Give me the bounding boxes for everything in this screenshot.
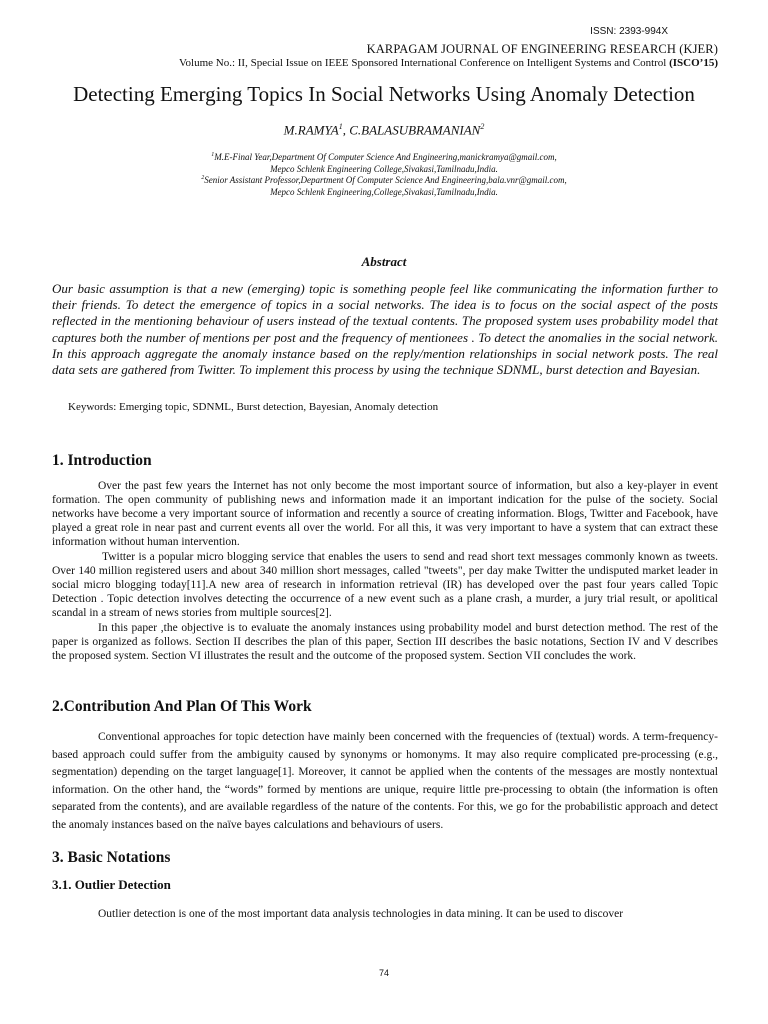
abstract-heading: Abstract [361,254,407,269]
affiliation-2-line-1: $^2$Senior Assistant Professor,Department Of Computer Science And Engineering,bala.vnr@gmail.com, [201,175,567,185]
intro-paragraph-3: In this paper ,the objective is to evaluate the anomaly instances using probability model and burst detection method. The rest of the paper is organized as follows. Section II describes the plan of this paper, Section III describes the basic notations, Section IV and V describes the proposed system. Section VI illustrates the result and the outcome of the proposed system. Section VII concludes the work. [52,622,718,662]
intro-paragraph-2: Twitter is a popular micro blogging service that enables the users to send and read short text messages commonly known as tweets. Over 140 million registered users and about 340 million short messages, called "tweets", per day make Twitter the undisputed market leader in social micro blogging today[11].A new area of research in information retrieval (IR) has developed over the past four years called Topic Detection . Topic detection involves detecting the occurrence of a new event such as a plane crash, a murder, a jury trial result, or apolitical scandal in a stream of news stories from multiple sources[2]. [52,551,718,619]
affiliation-1-line-2: Mepco Schlenk Engineering College,Sivakasi,Tamilnadu,India. [270,163,498,174]
affiliation-2-line-2: Mepco Schlenk Engineering,College,Sivakasi,Tamilnadu,India. [270,186,498,197]
author-2: C.BALASUBRAMANIAN [349,122,481,138]
author-2-sup: 2 [480,122,485,131]
affiliation-2 [0,173,768,198]
affiliation-1-line-1: $^1$M.E-Final Year,Department Of Computer Science And Engineering,manickramya@gmail.com, [211,152,557,162]
volume-text: Volume No.: II, Special Issue on IEEE Sponsored International Conference on Intelligent Systems and Control [178,57,667,69]
volume-line [0,57,718,69]
affiliation-2-sup: 2 [201,175,205,181]
keywords-line: Keywords: Emerging topic, SDNML, Burst detection, Bayesian, Anomaly detection [68,401,439,413]
intro-heading: 1. Introduction [52,452,152,469]
author-line [0,122,768,138]
journal-name: KARPAGAM JOURNAL OF ENGINEERING RESEARCH (KJER) [366,42,718,56]
conference-tag: (ISCO’15) [669,57,718,69]
affiliation-1-sup: 1 [211,152,215,158]
paper-title: Detecting Emerging Topics In Social Networks Using Anomaly Detection [73,82,695,106]
affiliation-1 [0,150,768,175]
contribution-heading: 2.Contribution And Plan Of This Work [52,698,312,715]
author-separator: , [342,122,350,138]
outlier-paragraph: Outlier detection is one of the most important data analysis technologies in data mining. It can be used to discover [98,908,624,920]
issn-label: ISSN: 2393-994X [590,26,668,37]
contribution-paragraph: Conventional approaches for topic detection have mainly been concerned with the frequencies of (textual) words. A term-frequency-based approach could suffer from the ambiguity caused by synonyms or homonyms. It may also require complicated pre-processing (e.g., segmentation) depending on the target language[1]. Moreover, it cannot be applied when the contents of the messages are mostly nontextual information. On the other hand, the “words” formed by mentions are unique, require little pre-processing to obtain (the information is often separated from the contents), and are available regardless of the nature of the contents. For this, we go for the probabilistic approach and detect the anomaly instances based on the naïve bayes calculations and behaviours of users. [52,731,718,831]
basic-notations-heading: 3. Basic Notations [52,849,171,866]
author-1: M.RAMYA [283,122,339,138]
intro-paragraph-1: Over the past few years the Internet has not only become the most important source of information, but also a key-player in event formation. The open community of publishing news and information made it an important indication for the pulse of the society. Social networks have become a very important source of information and recently a source of creating information. Blogs, Twitter and Facebook, have played a great role in near past and current events all over the world. For all this, it was very important to have a system that can extract these information without human intervention. [52,480,718,548]
page-number: 74 [378,968,389,978]
author-1-sup: 1 [338,122,343,131]
outlier-detection-heading: 3.1. Outlier Detection [52,877,171,892]
abstract-body: Our basic assumption is that a new (emerging) topic is something people feel like communicating the information further to their friends. To detect the emergence of topics in a social networks. The idea is to focus on the social aspect of the posts reflected in the mentioning behaviour of users instead of the textual contents. The proposed system uses probability model that captures both the number of mentions per post and the frequency of mentionees . To detect the anomalies in the social network. In this approach aggregate the anomaly instance based on the reply/mention relationships in social network posts. The real data sets are gathered from Twitter. To implement this process by using the technique SDNML, burst detection and Bayesian. [52,281,718,378]
